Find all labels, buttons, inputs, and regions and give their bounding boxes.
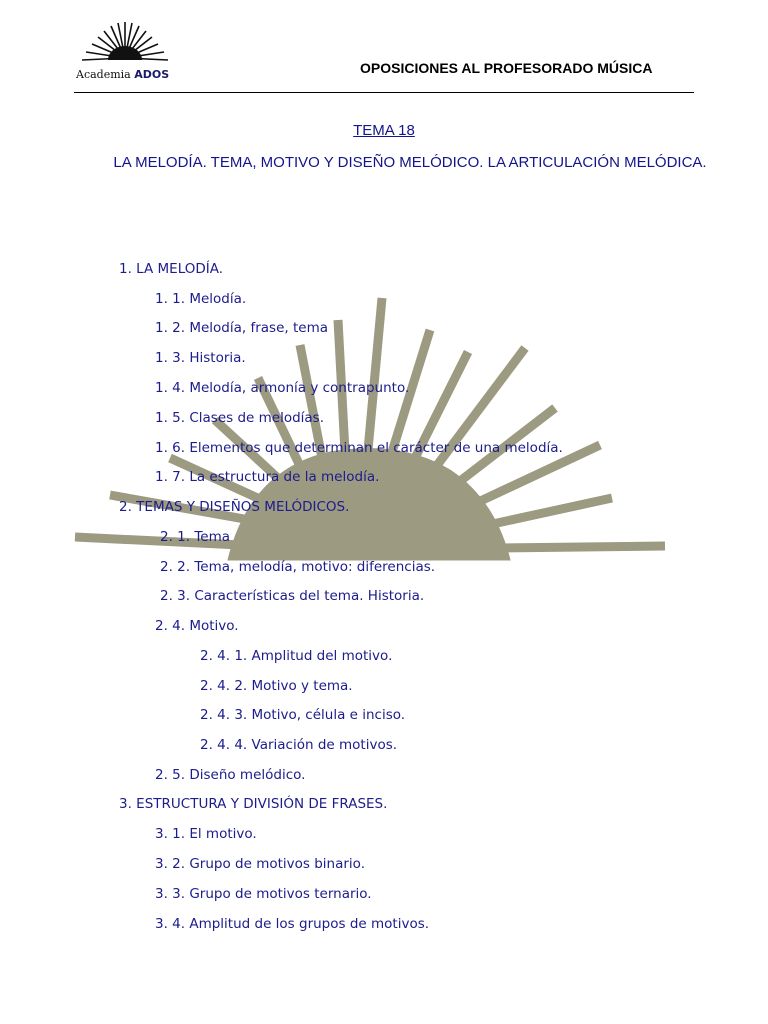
toc-item: 2. 2. Tema, melodía, motivo: diferencias. — [160, 559, 436, 575]
toc-item: 3. ESTRUCTURA Y DIVISIÓN DE FRASES. — [119, 796, 388, 812]
toc-item: 1. 6. Elementos que determinan el carácter de una melodía. — [155, 440, 563, 456]
toc-item: 1. 5. Clases de melodías. — [155, 410, 325, 426]
tema-heading: TEMA 18 — [353, 122, 415, 139]
toc-item: 3. 3. Grupo de motivos ternario. — [155, 886, 372, 902]
toc-item: 2. 3. Características del tema. Historia. — [160, 588, 425, 604]
document-subtitle: LA MELODÍA. TEMA, MOTIVO Y DISEÑO MELÓDICO. LA ARTICULACIÓN MELÓDICA. — [113, 154, 707, 171]
toc-item: 1. LA MELODÍA. — [119, 261, 224, 277]
sunrise-logo-icon — [80, 18, 170, 66]
header-title: OPOSICIONES AL PROFESORADO MÚSICA — [360, 60, 653, 76]
logo-caption — [76, 68, 169, 81]
logo-name: Academia — [76, 68, 131, 81]
academy-logo — [72, 18, 182, 88]
toc-item: 3. 1. El motivo. — [155, 826, 257, 842]
toc-item: 1. 4. Melodía, armonía y contrapunto. — [155, 380, 410, 396]
logo-brand: ADOS — [134, 68, 170, 81]
toc-item: 1. 3. Historia. — [155, 350, 246, 366]
toc-item: 2. 4. Motivo. — [155, 618, 239, 634]
toc-item: 2. 1. Tema — [160, 529, 231, 545]
toc-item: 2. 4. 4. Variación de motivos. — [200, 737, 398, 753]
toc-item: 1. 1. Melodía. — [155, 291, 247, 307]
toc-item: 3. 2. Grupo de motivos binario. — [155, 856, 365, 872]
header-divider — [74, 92, 694, 93]
toc-item: 1. 7. La estructura de la melodía. — [155, 469, 380, 485]
toc-item: 2. 5. Diseño melódico. — [155, 767, 306, 783]
toc-item: 2. TEMAS Y DISEÑOS MELÓDICOS. — [119, 499, 350, 515]
toc-item: 1. 2. Melodía, frase, tema — [155, 320, 329, 336]
toc-item: 2. 4. 2. Motivo y tema. — [200, 678, 353, 694]
toc-item: 2. 4. 1. Amplitud del motivo. — [200, 648, 393, 664]
toc-item: 3. 4. Amplitud de los grupos de motivos. — [155, 916, 430, 932]
toc-item: 2. 4. 3. Motivo, célula e inciso. — [200, 707, 406, 723]
